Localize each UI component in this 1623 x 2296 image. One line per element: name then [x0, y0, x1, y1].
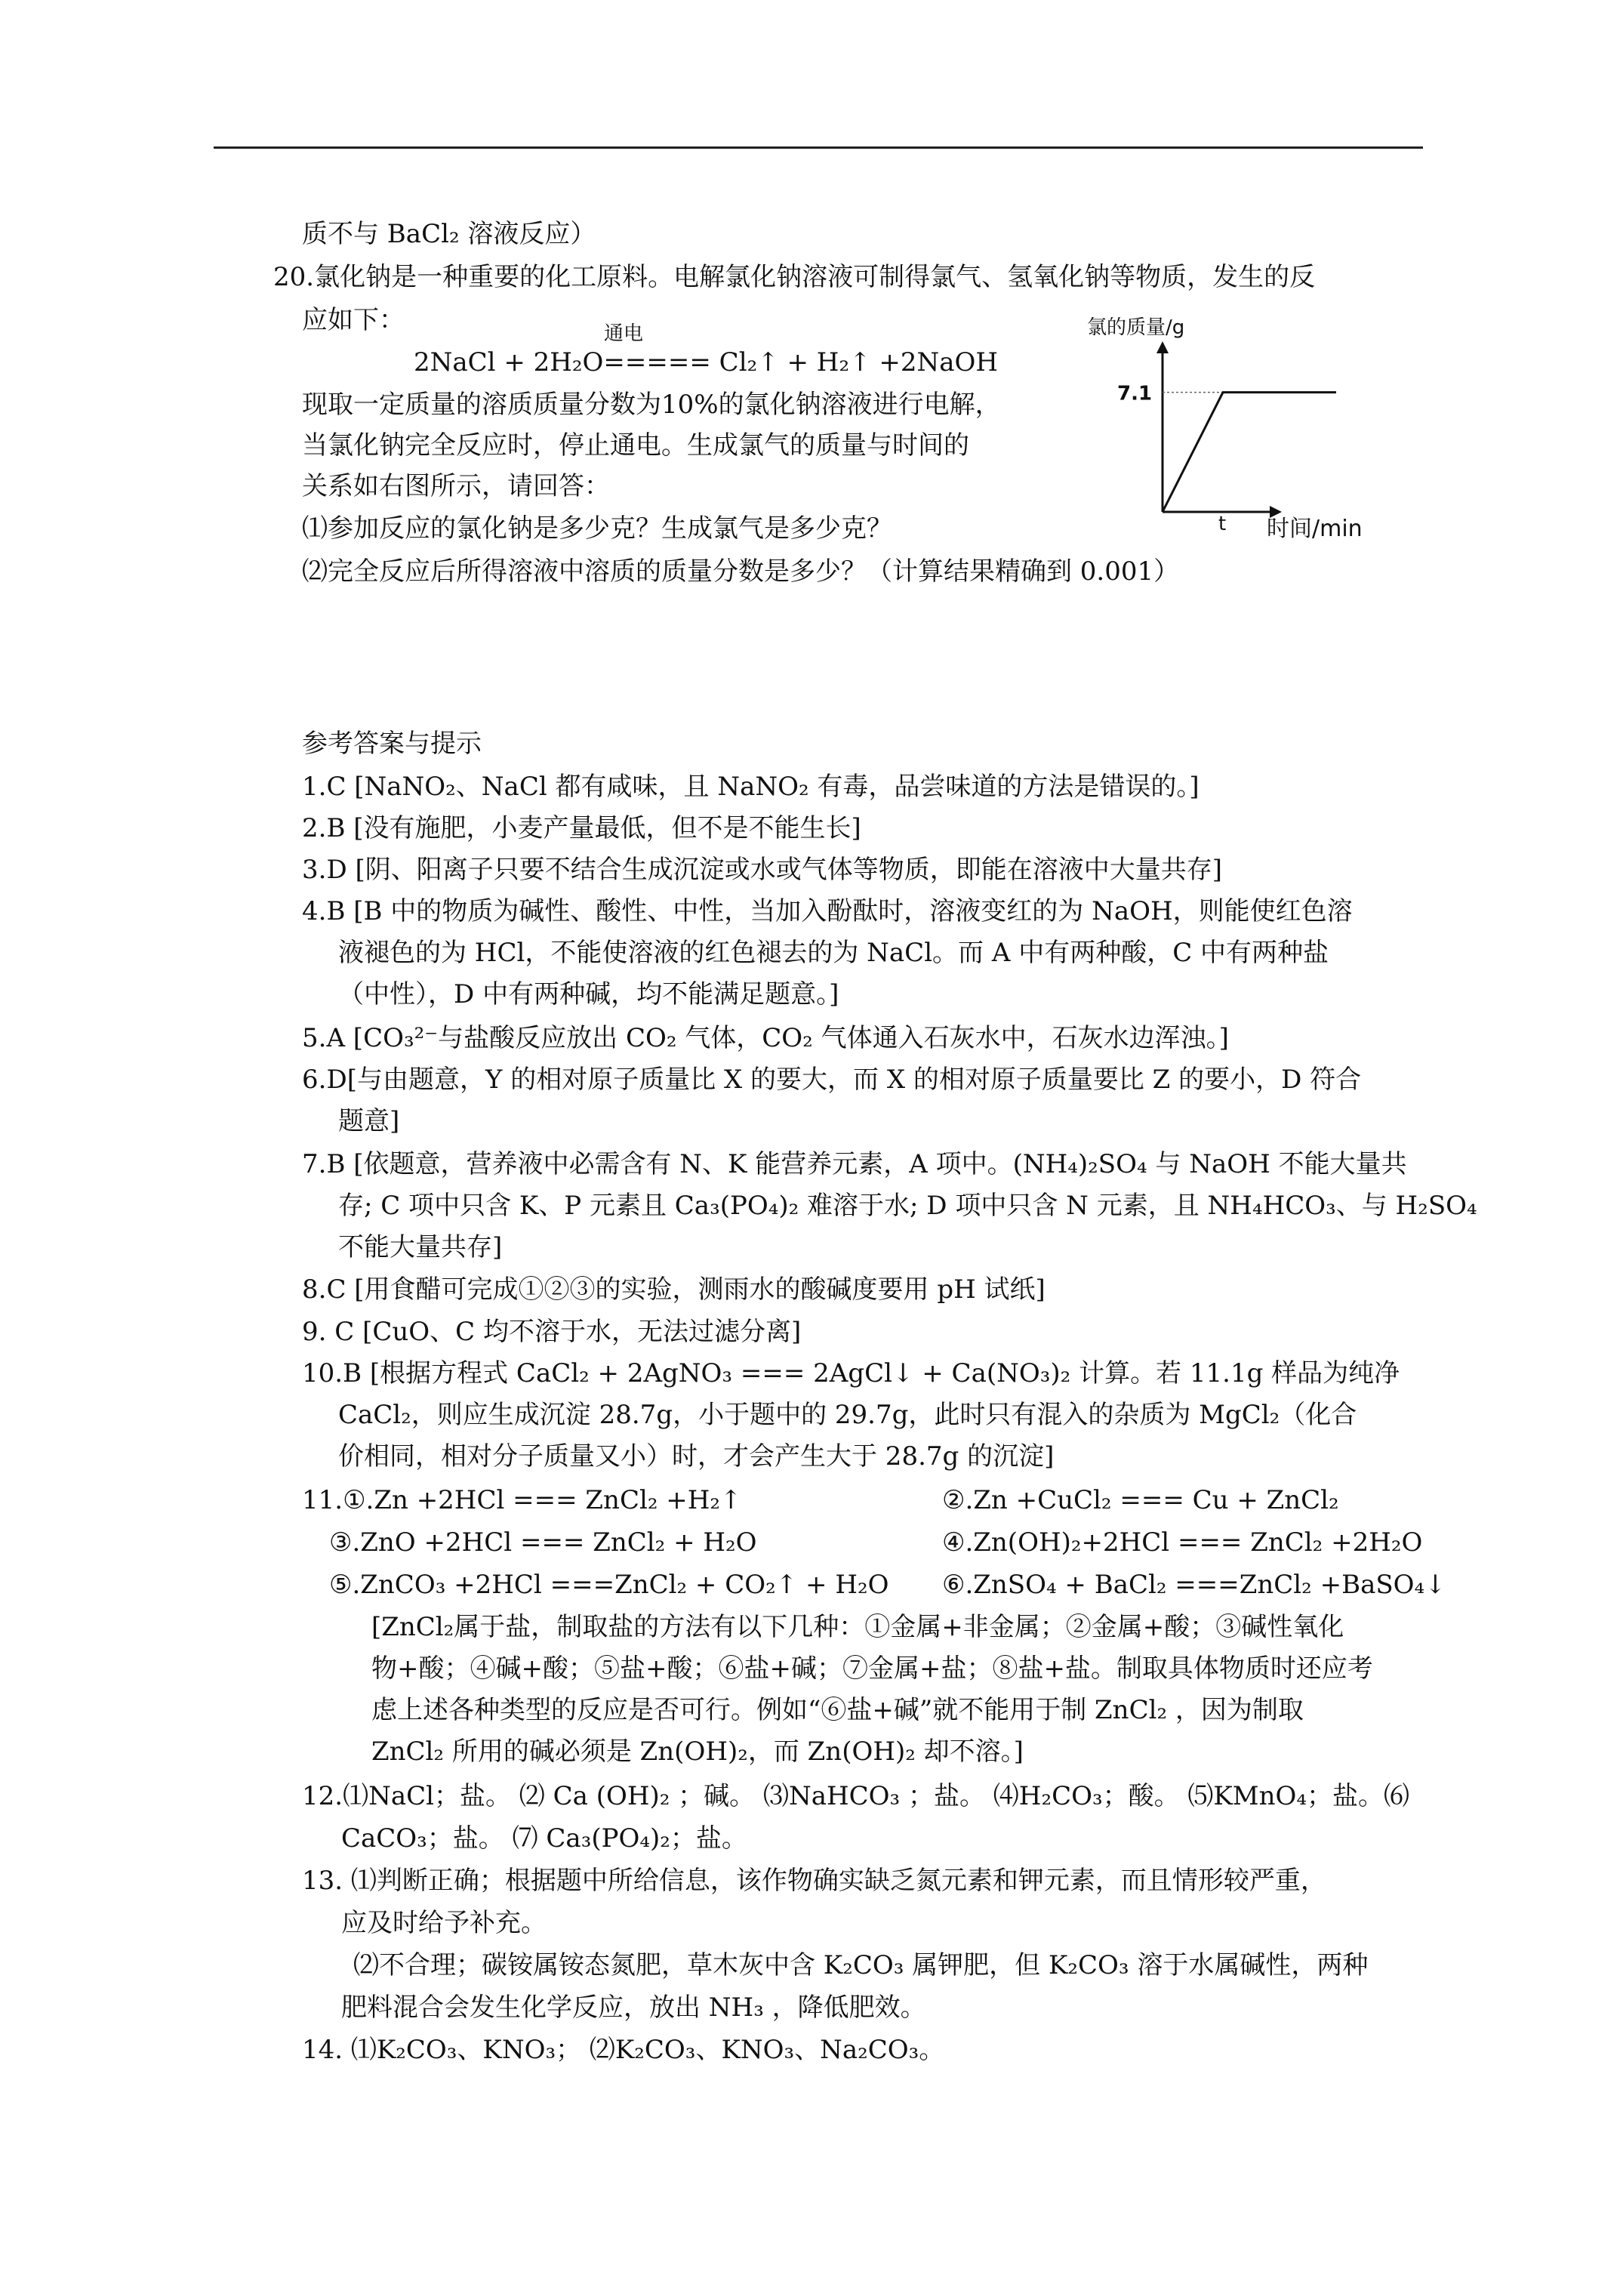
q11-reaction-6: ⑥.ZnSO₄ + BaCl₂ ===ZnCl₂ +BaSO₄↓: [942, 1570, 1446, 1600]
answer-line: 9. C [CuO、C 均不溶于水，无法过滤分离]: [302, 1317, 802, 1347]
chart-y-tick-label: 7.1: [1117, 382, 1153, 405]
q14-line: 14. ⑴K₂CO₃、KNO₃； ⑵K₂CO₃、KNO₃、Na₂CO₃。: [302, 2035, 945, 2065]
header-rule: [214, 146, 1423, 149]
answer-line: 2.B [没有施肥，小麦产量最低，但不是不能生长]: [302, 813, 861, 843]
q11-note-4: ZnCl₂ 所用的碱必须是 Zn(OH)₂，而 Zn(OH)₂ 却不溶。]: [371, 1737, 1024, 1767]
q11-note-2: 物+酸；④碱+酸；⑤盐+酸；⑥盐+碱；⑦金属+盐；⑧盐+盐。制取具体物质时还应考: [371, 1653, 1373, 1684]
answer-line: 1.C [NaNO₂、NaCl 都有咸味，且 NaNO₂ 有毒，品尝味道的方法是错误的。]: [302, 772, 1200, 802]
q13-line-1: 13. ⑴判断正确；根据题中所给信息，该作物确实缺乏氮元素和钾元素，而且情形较严重，: [302, 1866, 1326, 1896]
q13-line-3: ⑵不合理；碳铵属铵态氮肥，草木灰中含 K₂CO₃ 属钾肥，但 K₂CO₃ 溶于水属碱性，两种: [353, 1950, 1369, 1980]
answer-line: 3.D [阴、阳离子只要不结合生成沉淀或水或气体等物质，即能在溶液中大量共存]: [302, 855, 1223, 885]
q11-reaction-3: ③.ZnO +2HCl === ZnCl₂ + H₂O: [329, 1527, 757, 1558]
answer-line: CaCl₂，则应生成沉淀 28.7g，小于题中的 29.7g，此时只有混入的杂质为 MgCl₂（化合: [338, 1400, 1357, 1430]
q20-intro: 20.氯化钠是一种重要的化工原料。电解氯化钠溶液可制得氯气、氢氧化钠等物质，发生的反: [273, 262, 1316, 292]
answer-line: 6.D[与由题意，Y 的相对原子质量比 X 的要大，而 X 的相对原子质量要比 Z 的要小，D 符合: [302, 1065, 1362, 1095]
q20-intro2: 应如下：: [302, 305, 405, 335]
answer-line: 存; C 项中只含 K、P 元素且 Ca₃(PO₄)₂ 难溶于水; D 项中只含 N 元素，且 NH₄HCO₃、与 H₂SO₄: [338, 1191, 1477, 1221]
q20-condition: 通电: [604, 322, 644, 345]
q20-equation: 2NaCl + 2H₂O===== Cl₂↑ + H₂↑ +2NaOH: [414, 347, 999, 378]
chlorine-mass-chart: [1072, 317, 1419, 559]
answer-line: 液褪色的为 HCl，不能使溶液的红色褪去的为 NaCl。而 A 中有两种酸，C 中有两种盐: [338, 938, 1329, 968]
q20-body2: 当氯化钠完全反应时，停止通电。生成氯气的质量与时间的: [302, 430, 969, 461]
q12-line-1: 12.⑴NaCl；盐。 ⑵ Ca (OH)₂ ；碱。 ⑶NaHCO₃ ；盐。 ⑷H₂CO₃；酸。 ⑸KMnO₄；盐。⑹: [302, 1781, 1410, 1811]
answer-line: 7.B [依题意，营养液中必需含有 N、K 能营养元素，A 项中。(NH₄)₂SO₄ 与 NaOH 不能大量共: [302, 1149, 1407, 1179]
q11-reaction-4: ④.Zn(OH)₂+2HCl === ZnCl₂ +2H₂O: [942, 1527, 1423, 1558]
answer-line: 价相同，相对分子质量又小）时，才会产生大于 28.7g 的沉淀]: [338, 1441, 1055, 1472]
q20-sub2: ⑵完全反应后所得溶液中溶质的质量分数是多少？（计算结果精确到 0.001）: [302, 556, 1180, 587]
q20-body3: 关系如右图所示，请回答：: [302, 471, 610, 501]
q20-sub1: ⑴参加反应的氯化钠是多少克？生成氯气是多少克？: [302, 513, 892, 544]
chart-y-axis-arrow: [1156, 341, 1169, 353]
chart-y-axis-label: 氯的质量/g: [1087, 317, 1185, 339]
answer-line: 题意]: [338, 1106, 400, 1136]
answer-line: 5.A [CO₃²⁻与盐酸反应放出 CO₂ 气体，CO₂ 气体通入石灰水中，石灰水边浑浊。]: [302, 1023, 1229, 1053]
chart-svg: [1072, 317, 1419, 559]
q13-line-4: 肥料混合会发生化学反应，放出 NH₃ ，降低肥效。: [341, 1992, 926, 2023]
q13-line-2: 应及时给予补充。: [341, 1908, 547, 1938]
chart-series-line: [1163, 393, 1230, 512]
q11-reaction-5: ⑤.ZnCO₃ +2HCl ===ZnCl₂ + CO₂↑ + H₂O: [329, 1570, 889, 1600]
answers-title: 参考答案与提示: [302, 729, 482, 759]
answer-line: 10.B [根据方程式 CaCl₂ + 2AgNO₃ === 2AgCl↓ + Ca(NO₃)₂ 计算。若 11.1g 样品为纯净: [302, 1358, 1400, 1388]
q12-line-2: CaCO₃；盐。 ⑺ Ca₃(PO₄)₂；盐。: [341, 1823, 747, 1854]
answer-line: （中性），D 中有两种碱，均不能满足题意。]: [338, 979, 839, 1009]
chart-x-tick-label: t: [1218, 513, 1227, 535]
q11-note-3: 虑上述各种类型的反应是否可行。例如“⑥盐+碱”就不能用于制 ZnCl₂ ，因为制取: [371, 1695, 1304, 1725]
q11-reaction-2: ②.Zn +CuCl₂ === Cu + ZnCl₂: [942, 1485, 1339, 1515]
chart-x-axis-label: 时间/min: [1267, 516, 1363, 542]
q20-body1: 现取一定质量的溶质质量分数为10%的氯化钠溶液进行电解，: [302, 390, 1001, 420]
top-fragment: 质不与 BaCl₂ 溶液反应）: [302, 219, 596, 249]
answer-line: 4.B [B 中的物质为碱性、酸性、中性，当加入酚酞时，溶液变红的为 NaOH，则能使红色溶: [302, 896, 1353, 926]
q11-reaction-1: 11.①.Zn +2HCl === ZnCl₂ +H₂↑: [302, 1485, 742, 1515]
answer-line: 不能大量共存]: [338, 1232, 503, 1262]
q11-note-1: [ZnCl₂属于盐，制取盐的方法有以下几种：①金属+非金属；②金属+酸；③碱性氧化: [371, 1612, 1344, 1642]
answer-line: 8.C [用食醋可完成①②③的实验，测雨水的酸碱度要用 pH 试纸]: [302, 1274, 1046, 1305]
